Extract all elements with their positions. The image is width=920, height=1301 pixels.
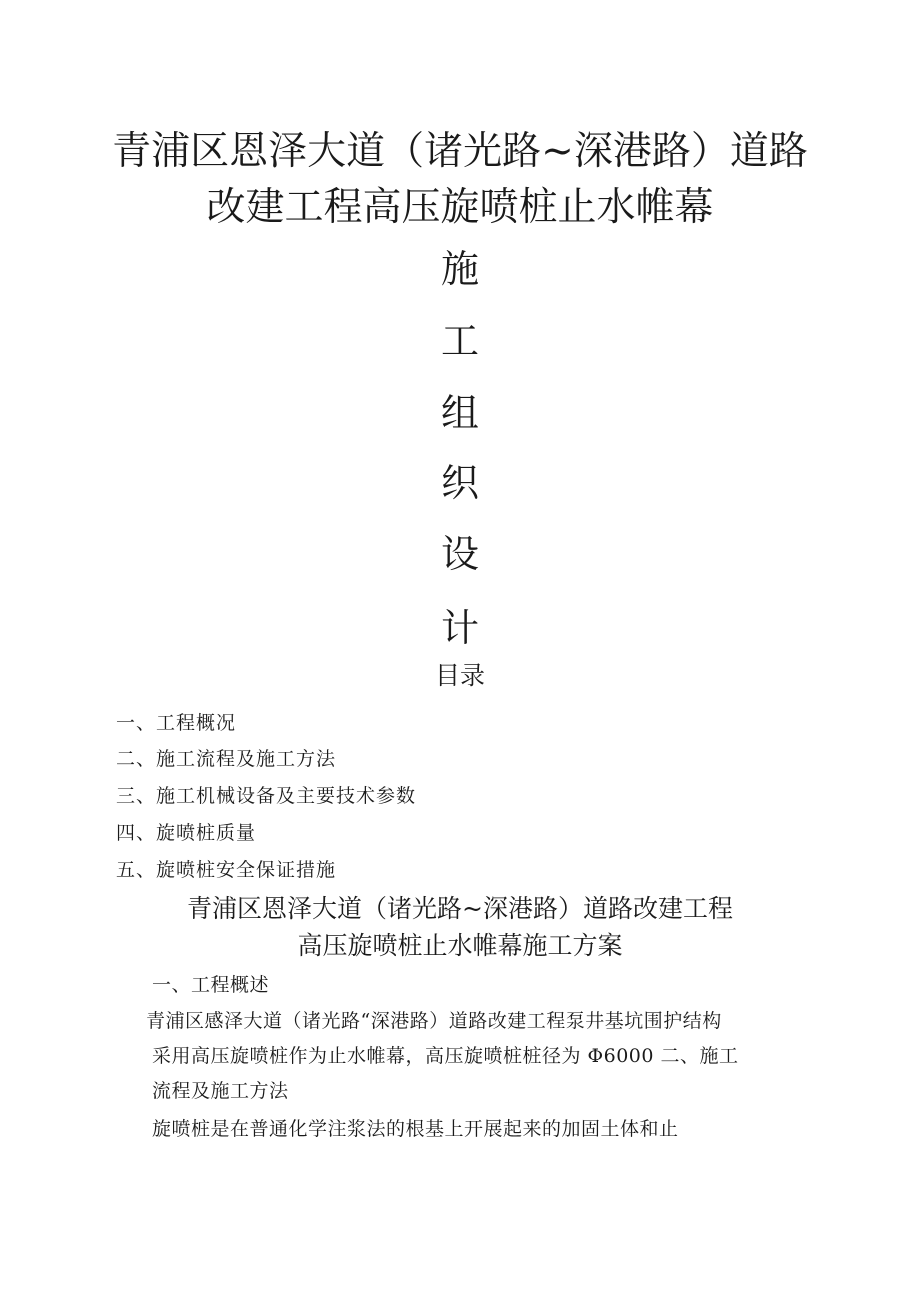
toc-heading: 目录 bbox=[434, 661, 485, 690]
toc-item: 一、工程概况 bbox=[116, 712, 237, 734]
section-heading-overview: 一、工程概述 bbox=[152, 974, 270, 996]
paragraph-line: 旋喷桩是在普通化学注浆法的根基上开展起来的加固土体和止 bbox=[152, 1118, 679, 1140]
paragraph-line: 流程及施工方法 bbox=[152, 1080, 289, 1102]
cover-vertical-char-2: 工 bbox=[440, 319, 479, 363]
paragraph-line: 青浦区感泽大道（诸光路“深港路）道路改建工程泵井基坑围护结构 bbox=[146, 1010, 722, 1032]
plan-title-line-1: 青浦区恩泽大道（诸光路~深港路）道路改建工程 bbox=[187, 894, 733, 923]
paragraph-line: 采用高压旋喷桩作为止水帷幕，高压旋喷桩桩径为 Φ6000 二、施工 bbox=[152, 1045, 739, 1067]
cover-title-line-1: 青浦区恩泽大道（诸光路~深港路）道路 bbox=[112, 129, 808, 174]
cover-vertical-char-3: 组 bbox=[440, 391, 479, 435]
cover-vertical-char-5: 设 bbox=[440, 532, 479, 576]
cover-vertical-char-1: 施 bbox=[440, 247, 479, 291]
cover-vertical-char-6: 计 bbox=[440, 606, 479, 650]
toc-item: 二、施工流程及施工方法 bbox=[116, 748, 337, 770]
cover-vertical-char-4: 织 bbox=[440, 461, 479, 505]
toc-item: 四、旋喷桩质量 bbox=[116, 822, 257, 844]
plan-title-line-2: 高压旋喷桩止水帷幕施工方案 bbox=[297, 931, 623, 960]
cover-title-line-2: 改建工程高压旋喷桩止水帷幕 bbox=[206, 185, 714, 230]
toc-item: 五、旋喷桩安全保证措施 bbox=[116, 859, 337, 881]
toc-item: 三、施工机械设备及主要技术参数 bbox=[116, 785, 417, 807]
